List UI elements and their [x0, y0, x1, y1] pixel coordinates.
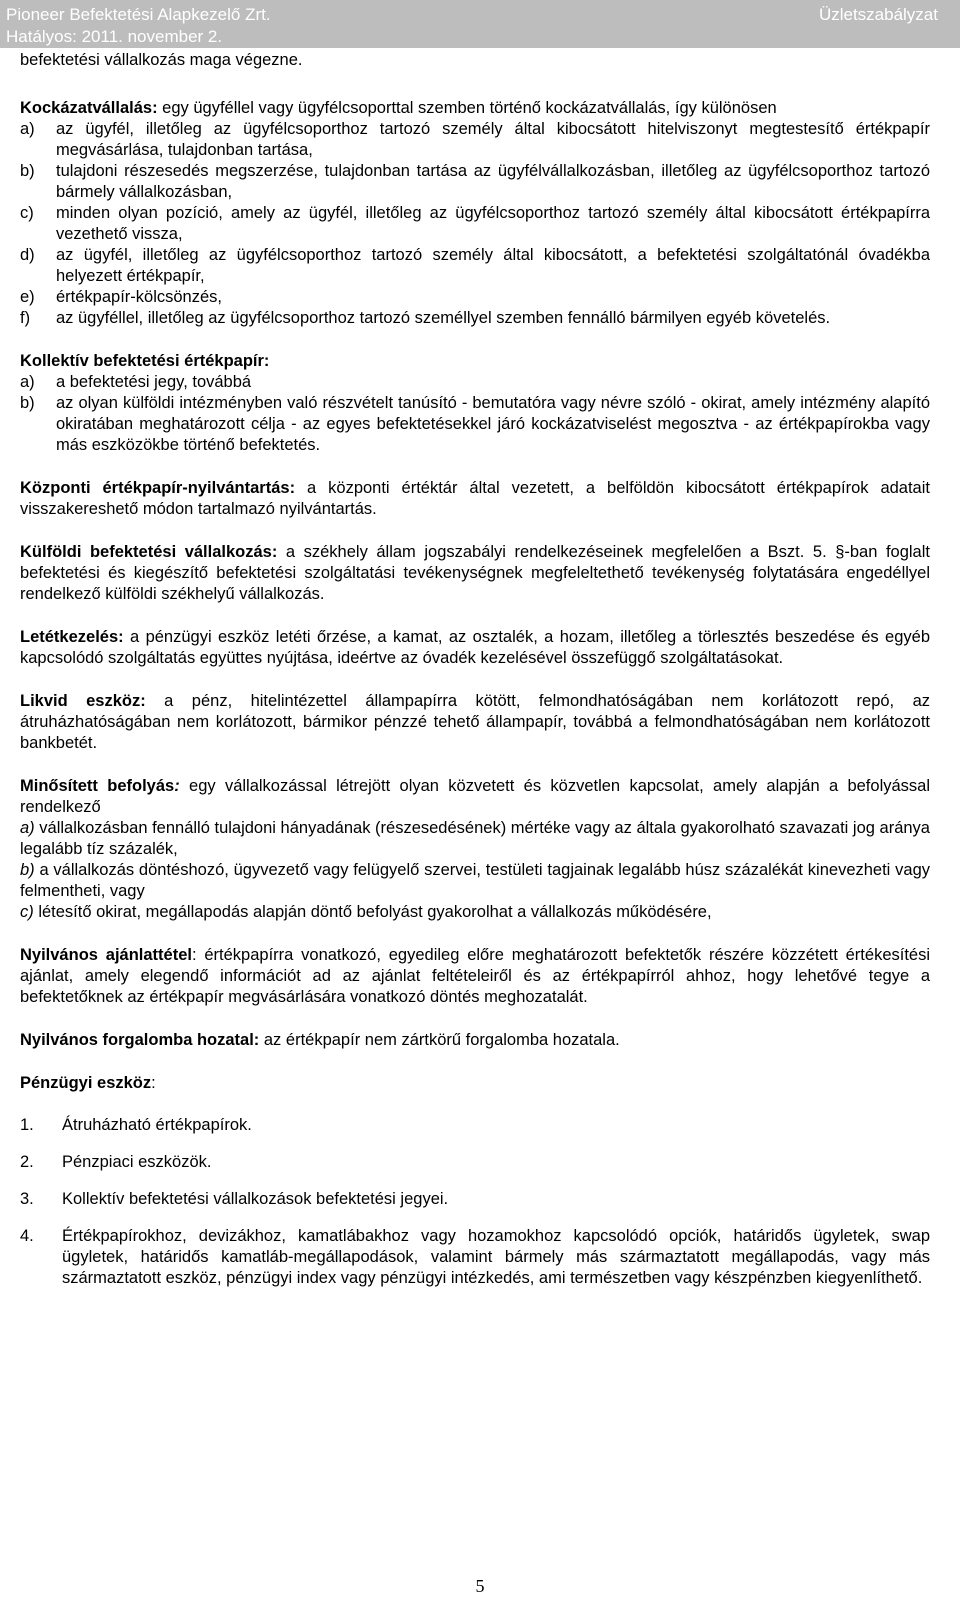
term-risk: Kockázatvállalás:: [20, 99, 158, 117]
term-foreign: Külföldi befektetési vállalkozás:: [20, 543, 278, 561]
definition-risk: [20, 98, 930, 329]
term-custody: Letétkezelés:: [20, 628, 124, 646]
term-public-offer: Nyilvános ajánlattétel: [20, 946, 192, 964]
list-item: 1. Átruházható értékpapírok.: [20, 1116, 252, 1134]
list-item: b) tulajdoni részesedés megszerzése, tulajdonban tartása az ügyfélvállalkozásban, illetőleg az ügyfélcsoporthoz tartozó bármely vállalkozásban,: [20, 162, 930, 201]
term-financial: Pénzügyi eszköz: [20, 1074, 152, 1092]
list-item: d) az ügyfél, illetőleg az ügyfélcsoporthoz tartozó személy által kibocsátott, a befektetési szolgáltatónál óvadékba helyezett értékpapír,: [20, 246, 930, 285]
definition-public-offer: Nyilvános ajánlattétel: értékpapírra vonatkozó, egyedileg előre meghatározott befektetők részére közzétett értékesítési ajánlat, amely elegendő információt ad az ajánlat feltételeiről és az értékpapírról ahhoz, hogy lehetővé tegye a befektetőknek az értékpapír megvásárlására vonatkozó döntés meghozatalát.: [20, 946, 931, 1006]
definition-central: Központi értékpapír-nyilvántartás: a központi értéktár által vezetett, a belföldön kibocsátott értékpapírok adatait visszakereshető módon tartalmazó nyilvántartás.: [20, 479, 930, 518]
term-public-trade: Nyilvános forgalomba hozatal:: [20, 1031, 260, 1049]
list-item: e) értékpapír-kölcsönzés,: [20, 288, 222, 306]
definition-foreign: Külföldi befektetési vállalkozás: a székhely állam jogszabályi rendelkezéseinek megfelelően a Bszt. 5. §-ban foglalt befektetési és kiegészítő befektetési szolgáltatási tevékenységnek megfeleltethető tevékenység folytatására engedéllyel rendelkező külföldi székhelyű vállalkozás.: [20, 543, 930, 603]
list-item: f) az ügyféllel, illetőleg az ügyfélcsoporthoz tartozó személlyel szemben fennálló bármilyen egyéb követelés.: [20, 309, 831, 327]
page-header: [0, 0, 960, 48]
list-item: a) az ügyfél, illetőleg az ügyfélcsoporthoz tartozó személy által kibocsátott hitelviszonyt megtestesítő értékpapír megvásárlása, tulajdonban tartása,: [20, 120, 930, 159]
definition-liquid: Likvid eszköz: a pénz, hitelintézettel állampapírra kötött, felmondhatóságában nem korlátozott repó, az átruházhatóságában nem korlátozott, bármikor pénzzé tehető állampapír, továbbá a felmondhatóságában nem korlátozott bankbetét.: [20, 692, 931, 752]
term-central: Központi értékpapír-nyilvántartás:: [20, 479, 296, 497]
list-item: a) a befektetési jegy, továbbá: [20, 373, 252, 391]
document-body: [20, 50, 930, 1289]
list-item: 2. Pénzpiaci eszközök.: [20, 1153, 212, 1171]
term-collective: Kollektív befektetési értékpapír:: [20, 352, 270, 370]
company-name: Pioneer Befektetési Alapkezelő Zrt.: [6, 5, 271, 24]
list-item: b) az olyan külföldi intézményben való részvételt tanúsító - bemutatóra vagy névre szóló - okirat, amely intézmény alapító okiratában meghatározott célja - az egyes befektetésekkel járó kockázatviselést megosztva - az értékpapírokba vagy más eszközökbe történő befektetés.: [20, 394, 930, 454]
document-title: Üzletszabályzat: [818, 5, 938, 24]
term-liquid: Likvid eszköz:: [20, 692, 146, 710]
definition-collective: [20, 351, 930, 456]
definition-qualified: Minősített befolyás: egy vállalkozással létrejött olyan közvetett és közvetlen kapcsolat, amely alapján a befolyással rendelkező a) vállalkozásban fennálló tulajdoni hányadának (részesedésének) mértéke vagy az általa gyakorolható szavazati jog aránya legalább tíz százalék, b) a vállalkozás döntéshozó, ügyvezető vagy felügyelő szervei, testületi tagjainak legalább húsz százalékát kinevezheti vagy felmentheti, vagy c) létesítő okirat, megállapodás alapján döntő befolyást gyakorolhat a vállalkozás működésére,: [20, 777, 931, 921]
list-item: 4. Értékpapírokhoz, devizákhoz, kamatlábakhoz vagy hozamokhoz kapcsolódó opciók, határidős ügyletek, swap ügyletek, határidős kamatláb-megállapodások, valamint bármely más származtatott megállapodás, vagy más származtatott eszköz, pénzügyi index vagy pénzügyi intézkedés, ami természetben vagy készpénzben kiegyenlíthető.: [20, 1227, 930, 1287]
intro-tail: befektetési vállalkozás maga végezne.: [20, 51, 303, 69]
definition-public-trade: Nyilvános forgalomba hozatal: az értékpapír nem zártkörű forgalomba hozatala.: [20, 1031, 620, 1049]
def-risk: egy ügyféllel vagy ügyfélcsoporttal szemben történő kockázatvállalás, így különösen: [157, 99, 777, 117]
effective-date: Hatályos: 2011. november 2.: [6, 27, 223, 46]
definition-financial: Pénzügyi eszköz: 1. Átruházható értékpapírok. 2. Pénzpiaci eszközök. 3. Kollektív befektetési vállalkozások befektetési jegyei. 4. Értékpapírokhoz, devizákhoz, kamatlábakhoz vagy hozamokhoz kapcsolódó opciók, határidős ügyletek, swap ügyletek, határidős kamatláb-megállapodások, valamint bármely más származtatott megállapodás, vagy más származtatott eszköz, pénzügyi index vagy pénzügyi intézkedés, ami természetben vagy készpénzben kiegyenlíthető.: [20, 1074, 930, 1287]
page-number: 5: [475, 1576, 485, 1596]
term-qualified: Minősített befolyás: [20, 777, 175, 795]
definition-custody: Letétkezelés: a pénzügyi eszköz letéti őrzése, a kamat, az osztalék, a hozam, illetőleg a törlesztés beszedése és egyéb kapcsolódó szolgáltatás együttes nyújtása, ideértve az óvadék kezelésével összefüggő szolgáltatásokat.: [20, 628, 930, 667]
list-item: c) minden olyan pozíció, amely az ügyfél, illetőleg az ügyfélcsoporthoz tartozó személy által kibocsátott értékpapírra vezethető vissza,: [20, 204, 930, 243]
list-item: 3. Kollektív befektetési vállalkozások befektetési jegyei.: [20, 1190, 449, 1208]
